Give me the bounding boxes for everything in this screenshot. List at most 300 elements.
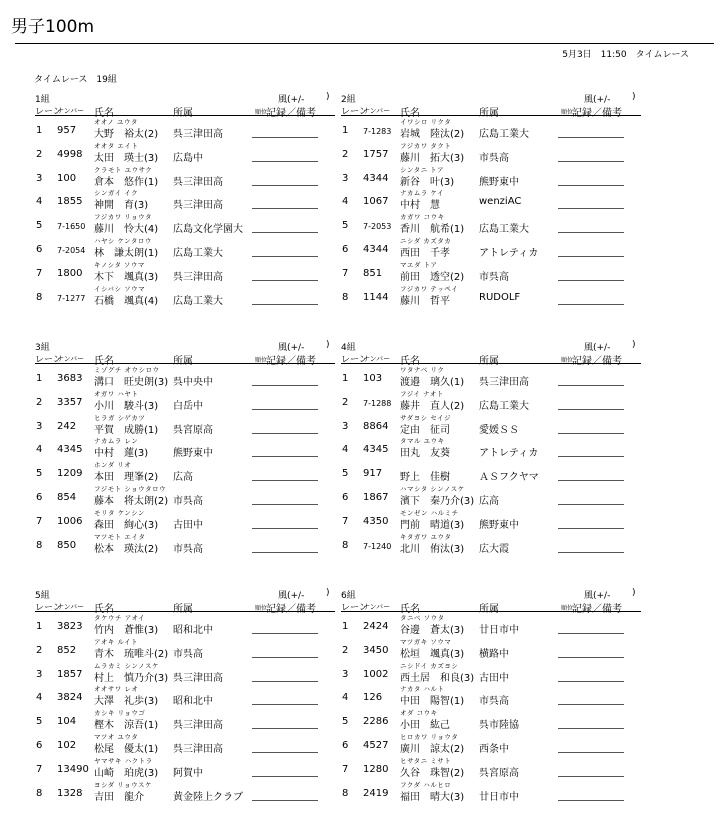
group-header	[35, 588, 355, 615]
header-team: 所属	[479, 356, 499, 367]
lane-number: 2	[36, 644, 43, 656]
wind-label-close: )	[632, 92, 636, 102]
table-row	[341, 435, 661, 459]
athlete-team: 呉三津田高	[173, 271, 223, 283]
bib-number: 7-1277	[57, 293, 86, 303]
table-row	[341, 412, 661, 436]
bib-number: 1328	[57, 787, 83, 799]
name-kana: ハマシタ シンノスケ	[400, 484, 465, 493]
table-row	[341, 707, 661, 731]
athlete-name: 西土居 和良(3)	[400, 672, 475, 684]
athlete-team: 愛媛ＳＳ	[479, 424, 519, 436]
group-5	[35, 588, 355, 802]
athlete-name: 村上 慎乃介(3)	[94, 672, 169, 684]
name-kana: フジイ ナオト	[400, 389, 444, 398]
lane-number: 2	[342, 396, 349, 408]
lane-number: 3	[342, 420, 349, 432]
table-row	[35, 507, 355, 531]
header-team: 所属	[173, 108, 193, 119]
athlete-name: 溝口 旺史朗(3)	[94, 377, 169, 388]
name-kana: ホンダ リオ	[94, 461, 132, 470]
athlete-name: 松本 瑛汰(2)	[94, 543, 159, 555]
athlete-team: 広島工業大	[479, 400, 529, 412]
bib-number: 852	[57, 644, 77, 656]
athlete-team: 呉三津田高	[173, 176, 223, 188]
header-name: 氏名	[400, 108, 420, 119]
athlete-team: 広島文化学園大	[173, 224, 243, 236]
name-kana: カガワ コウキ	[400, 213, 445, 222]
lane-number: 1	[342, 373, 349, 384]
record-blank-line	[252, 752, 318, 753]
lane-number: 8	[342, 787, 349, 799]
athlete-name: 小田 紘己	[400, 720, 450, 732]
table-row	[341, 459, 661, 483]
athlete-name: 中村 蓮(3)	[94, 448, 149, 460]
name-kana: タケウチ アオイ	[94, 614, 146, 622]
record-blank-line	[558, 161, 624, 162]
header-record: 記録／備考	[572, 108, 622, 119]
group-header	[35, 92, 355, 119]
wind-label-close: )	[632, 588, 636, 598]
athlete-team: 呉三津田高	[173, 129, 223, 140]
record-blank-line	[252, 657, 318, 658]
athlete-name: 門前 晴道(3)	[400, 519, 465, 531]
name-kana: カシキ リョウゴ	[94, 709, 146, 718]
bib-number: 1757	[363, 148, 389, 160]
table-row	[35, 683, 355, 707]
athlete-name: 田丸 友葵	[400, 448, 450, 460]
name-kana: ニシダ カズタカ	[400, 236, 452, 245]
name-kana: シンガイ イク	[94, 189, 139, 198]
bib-number: 7-2054	[57, 245, 86, 255]
record-blank-line	[558, 657, 624, 658]
record-blank-line	[558, 704, 624, 705]
bib-number: 3357	[57, 396, 83, 408]
lane-number: 7	[36, 267, 43, 279]
table-row	[35, 211, 355, 235]
header-lane: レーン	[341, 107, 368, 117]
athlete-name: 濱下 秦乃介(3)	[400, 495, 475, 507]
bib-number: 104	[57, 716, 77, 728]
table-row	[35, 531, 355, 555]
name-kana: マツモト エイタ	[94, 532, 146, 541]
table-row	[341, 636, 661, 660]
header-record: 記録／備考	[266, 108, 316, 119]
name-kana: イシバシ ソウマ	[94, 284, 146, 293]
group-header	[35, 340, 355, 367]
athlete-team: 白岳中	[173, 400, 203, 412]
table-row	[341, 211, 661, 235]
record-blank-line	[252, 161, 318, 162]
table-row	[35, 116, 355, 140]
table-row	[35, 483, 355, 507]
athlete-team: 熊野東中	[479, 519, 519, 531]
record-blank-line	[558, 456, 624, 457]
athlete-team: 呉宮原高	[479, 767, 519, 779]
athlete-name: 廣川 諒太(2)	[400, 743, 465, 755]
athlete-name: 藤本 将太朗(2)	[94, 495, 169, 507]
name-kana: タニベ ソウタ	[400, 614, 445, 622]
bib-number: 126	[363, 692, 383, 704]
name-kana: オガワ ハヤト	[94, 389, 139, 398]
lane-number: 3	[342, 668, 349, 680]
athlete-name: 中村 慧	[400, 200, 440, 212]
table-row	[35, 707, 355, 731]
header-name: 氏名	[400, 604, 420, 615]
athlete-name: 林 謙太朗(1)	[94, 247, 159, 259]
athlete-team: 広高	[479, 495, 499, 507]
lane-number: 7	[36, 515, 43, 527]
athlete-name: 森田 絢心(3)	[94, 519, 159, 531]
group-name: 6組	[341, 591, 356, 601]
athlete-name: 野上 佳樹	[400, 472, 450, 484]
header-number: ナンバー	[363, 603, 391, 611]
athlete-team: 広島工業大	[173, 295, 223, 307]
name-kana: ナカムラ ケイ	[400, 189, 444, 198]
lane-number: 8	[36, 291, 43, 303]
table-row	[341, 259, 661, 283]
header-number: ナンバー	[57, 603, 85, 611]
lane-number: 3	[342, 172, 349, 184]
athlete-team: 古田中	[173, 519, 203, 531]
athlete-team: 市呉高	[479, 271, 509, 283]
athlete-name: 木下 颯真(3)	[94, 271, 159, 283]
table-row	[341, 779, 661, 803]
lane-number: 2	[342, 148, 349, 160]
group-name: 1組	[35, 95, 50, 105]
name-kana: ヒラガ シゲカツ	[94, 413, 146, 422]
name-kana: オオタ エイト	[94, 141, 139, 150]
name-kana: ナカタ ハルト	[400, 685, 445, 694]
record-blank-line	[558, 504, 624, 505]
wind-label-close: )	[326, 92, 330, 102]
name-kana: ムラカミ シンノスケ	[94, 661, 159, 670]
name-kana: キタガワ ユウタ	[400, 532, 452, 541]
table-row	[341, 660, 661, 684]
bib-number: 957	[57, 125, 77, 136]
table-row	[35, 779, 355, 803]
lane-number: 1	[342, 621, 349, 632]
header-number: ナンバー	[57, 355, 85, 363]
lane-number: 4	[36, 444, 43, 456]
header-rank: 順位	[561, 605, 574, 612]
record-blank-line	[558, 681, 624, 682]
header-number: ナンバー	[57, 107, 85, 115]
table-row	[341, 612, 661, 636]
header-record: 記録／備考	[572, 604, 622, 615]
bib-number: 850	[57, 539, 77, 551]
table-row	[35, 731, 355, 755]
name-kana: オオサワ レオ	[94, 685, 139, 694]
athlete-name: 太田 瑛士(3)	[94, 152, 159, 164]
athlete-name: 松垣 颯真(3)	[400, 648, 465, 660]
athlete-name: 青木 琉唯斗(2)	[94, 648, 169, 660]
athlete-name: 久谷 珠智(2)	[400, 767, 465, 779]
header-team: 所属	[173, 604, 193, 615]
wind-label-close: )	[632, 340, 636, 350]
bib-number: 4345	[57, 444, 83, 456]
bib-number: 13490	[57, 763, 89, 775]
athlete-team: RUDOLF	[479, 291, 521, 303]
table-row	[341, 164, 661, 188]
record-blank-line	[558, 137, 624, 138]
bib-number: 2419	[363, 787, 389, 799]
lane-number: 4	[342, 692, 349, 704]
bib-number: 102	[57, 739, 77, 751]
table-row	[341, 283, 661, 307]
name-kana: フクダ ハルヒロ	[400, 780, 452, 789]
record-blank-line	[252, 776, 318, 777]
table-row	[341, 140, 661, 164]
athlete-name: 本田 理峯(2)	[94, 472, 159, 484]
lane-number: 8	[342, 539, 349, 551]
athlete-team: 呉三津田高	[173, 672, 223, 684]
table-row	[341, 755, 661, 779]
bib-number: 1067	[363, 196, 389, 208]
athlete-team: 呉三津田高	[173, 200, 223, 212]
record-blank-line	[558, 528, 624, 529]
group-header	[341, 92, 661, 119]
record-blank-line	[558, 752, 624, 753]
athlete-name: 大澤 礼歩(3)	[94, 696, 159, 708]
record-blank-line	[252, 480, 318, 481]
header-number: ナンバー	[363, 107, 391, 115]
name-kana: ミゾグチ オウシロウ	[94, 366, 160, 374]
athlete-name: 中田 陽智(1)	[400, 696, 465, 708]
header-name: 氏名	[94, 356, 114, 367]
lane-number: 7	[36, 763, 43, 775]
lane-number: 1	[36, 125, 43, 136]
wind-label: 風(+/-	[584, 591, 611, 601]
bib-number: 4344	[363, 172, 389, 184]
lane-number: 8	[342, 291, 349, 303]
header-rank: 順位	[255, 357, 268, 364]
header-lane: レーン	[35, 107, 62, 117]
bib-number: 1144	[363, 291, 389, 303]
group-1	[35, 92, 355, 306]
table-row	[341, 683, 661, 707]
name-kana: シンタニ トア	[400, 165, 444, 174]
record-blank-line	[252, 232, 318, 233]
athlete-name: 竹内 蒼惟(3)	[94, 625, 159, 636]
lane-number: 3	[36, 668, 43, 680]
lane-number: 2	[36, 148, 43, 160]
table-row	[341, 731, 661, 755]
name-kana: ニシドイ カズヨシ	[400, 661, 459, 670]
athlete-name: 小川 駿斗(3)	[94, 400, 159, 412]
name-kana: ヨシダ リョウスケ	[94, 780, 152, 789]
lane-number: 2	[36, 396, 43, 408]
name-kana: フジカワ タクト	[400, 141, 452, 150]
record-blank-line	[558, 409, 624, 410]
athlete-team: 廿日市中	[479, 791, 519, 803]
athlete-team: 呉市陸協	[479, 720, 519, 732]
athlete-name: 藤井 直人(2)	[400, 400, 465, 412]
athlete-team: 市呉高	[173, 495, 203, 507]
athlete-team: 熊野東中	[479, 176, 519, 188]
bib-number: 242	[57, 420, 77, 432]
bib-number: 3683	[57, 373, 83, 384]
table-row	[35, 412, 355, 436]
lane-number: 6	[36, 243, 43, 255]
table-row	[35, 140, 355, 164]
athlete-team: 西条中	[479, 743, 509, 755]
record-blank-line	[558, 208, 624, 209]
name-kana: サダヨシ セイジ	[400, 413, 452, 422]
athlete-team: 昭和北中	[173, 625, 213, 636]
group-name: 3組	[35, 343, 50, 353]
athlete-name: 北川 侑汰(3)	[400, 543, 465, 555]
group-name: 2組	[341, 95, 356, 105]
record-blank-line	[252, 304, 318, 305]
table-row	[35, 612, 355, 636]
header-record: 記録／備考	[266, 356, 316, 367]
athlete-team: 廿日市中	[479, 625, 519, 636]
header-lane: レーン	[341, 355, 368, 365]
wind-label: 風(+/-	[278, 95, 305, 105]
group-4	[341, 340, 661, 554]
header-name: 氏名	[400, 356, 420, 367]
name-kana: マエダ トア	[400, 260, 438, 269]
table-row	[35, 459, 355, 483]
athlete-team: 市呉高	[479, 152, 509, 164]
record-blank-line	[252, 456, 318, 457]
athlete-name: 山崎 珀虎(3)	[94, 767, 159, 779]
wind-label: 風(+/-	[278, 591, 305, 601]
bib-number: 854	[57, 491, 77, 503]
wind-label: 風(+/-	[278, 343, 305, 353]
lane-number: 7	[342, 515, 349, 527]
bib-number: 103	[363, 373, 383, 384]
lane-number: 3	[36, 420, 43, 432]
record-blank-line	[558, 385, 624, 386]
record-blank-line	[558, 480, 624, 481]
bib-number: 851	[363, 267, 383, 279]
athlete-name: 倉本 悠作(1)	[94, 176, 159, 188]
athlete-team: 呉三津田高	[479, 377, 529, 388]
record-blank-line	[252, 137, 318, 138]
athlete-team: アトレティカ	[479, 247, 539, 259]
event-datetime: 5月3日 11:50 タイムレース	[562, 50, 689, 60]
lane-number: 8	[36, 787, 43, 799]
record-blank-line	[252, 185, 318, 186]
bib-number: 4350	[363, 515, 389, 527]
table-row	[341, 187, 661, 211]
athlete-team: wenziAC	[479, 196, 522, 208]
athlete-name: 西田 千孝	[400, 247, 450, 259]
record-blank-line	[558, 776, 624, 777]
lane-number: 5	[36, 468, 43, 480]
name-kana: ヤマサキ ハクトラ	[94, 756, 153, 765]
table-row	[35, 435, 355, 459]
athlete-team: 古田中	[479, 672, 509, 684]
lane-number: 2	[342, 644, 349, 656]
wind-label: 風(+/-	[584, 95, 611, 105]
athlete-team: アトレティカ	[479, 448, 539, 460]
athlete-team: 阿賀中	[173, 767, 203, 779]
bib-number: 1867	[363, 491, 389, 503]
lane-number: 1	[36, 621, 43, 632]
lane-number: 7	[342, 763, 349, 775]
table-row	[35, 636, 355, 660]
athlete-name: 谷邊 蒼太(3)	[400, 625, 465, 636]
athlete-team: 広島中	[173, 152, 203, 164]
name-kana: キノシタ ソウマ	[94, 260, 145, 269]
record-blank-line	[252, 728, 318, 729]
bib-number: 1800	[57, 267, 83, 279]
lane-number: 1	[342, 125, 349, 136]
header-record: 記録／備考	[266, 604, 316, 615]
section-label: タイムレース 19組	[34, 75, 117, 85]
header-rank: 順位	[255, 109, 268, 116]
header-rank: 順位	[561, 109, 574, 116]
lane-number: 4	[36, 196, 43, 208]
table-row	[341, 483, 661, 507]
record-blank-line	[252, 528, 318, 529]
name-kana: アオキ ルイト	[94, 637, 139, 646]
athlete-name: 新谷 叶(3)	[400, 176, 455, 188]
athlete-team: 黄金陸上クラブ	[173, 791, 243, 803]
athlete-team: 市呉高	[173, 543, 203, 555]
table-row	[35, 259, 355, 283]
lane-number: 6	[342, 491, 349, 503]
lane-number: 6	[36, 491, 43, 503]
table-row	[35, 187, 355, 211]
record-blank-line	[558, 185, 624, 186]
lane-number: 8	[36, 539, 43, 551]
wind-label-close: )	[326, 340, 330, 350]
header-number: ナンバー	[363, 355, 391, 363]
page-title: 男子100m	[11, 17, 95, 37]
title-divider	[15, 43, 714, 44]
record-blank-line	[558, 256, 624, 257]
bib-number: 7-1283	[363, 127, 392, 136]
group-name: 4組	[341, 343, 356, 353]
group-header	[341, 340, 661, 367]
name-kana: フジカワ テッペイ	[400, 284, 459, 293]
athlete-name: 岩城 陸汰(2)	[400, 129, 465, 140]
group-2	[341, 92, 661, 306]
lane-number: 5	[36, 716, 43, 728]
bib-number: 917	[363, 468, 383, 480]
record-blank-line	[558, 304, 624, 305]
athlete-name: 神開 育(3)	[94, 200, 149, 212]
athlete-name: 福田 晴大(3)	[400, 791, 465, 803]
athlete-team: 横路中	[479, 648, 509, 660]
table-row	[341, 388, 661, 412]
header-name: 氏名	[94, 604, 114, 615]
name-kana: モンゼン ハルミチ	[400, 508, 459, 517]
table-row	[341, 507, 661, 531]
table-row	[35, 755, 355, 779]
name-kana: タマル ユウキ	[400, 437, 445, 446]
lane-number: 5	[342, 220, 349, 232]
bib-number: 2424	[363, 621, 389, 632]
bib-number: 3450	[363, 644, 389, 656]
wind-label-close: )	[326, 588, 330, 598]
athlete-team: 広島工業大	[479, 224, 529, 236]
header-lane: レーン	[35, 603, 62, 613]
table-row	[341, 364, 661, 388]
athlete-name: 石橋 颯真(4)	[94, 295, 159, 307]
record-blank-line	[558, 633, 624, 634]
bib-number: 1857	[57, 668, 83, 680]
name-kana: ハヤシ ケンタロウ	[94, 236, 152, 245]
bib-number: 3824	[57, 692, 83, 704]
record-blank-line	[558, 800, 624, 801]
record-blank-line	[558, 232, 624, 233]
lane-number: 4	[342, 444, 349, 456]
